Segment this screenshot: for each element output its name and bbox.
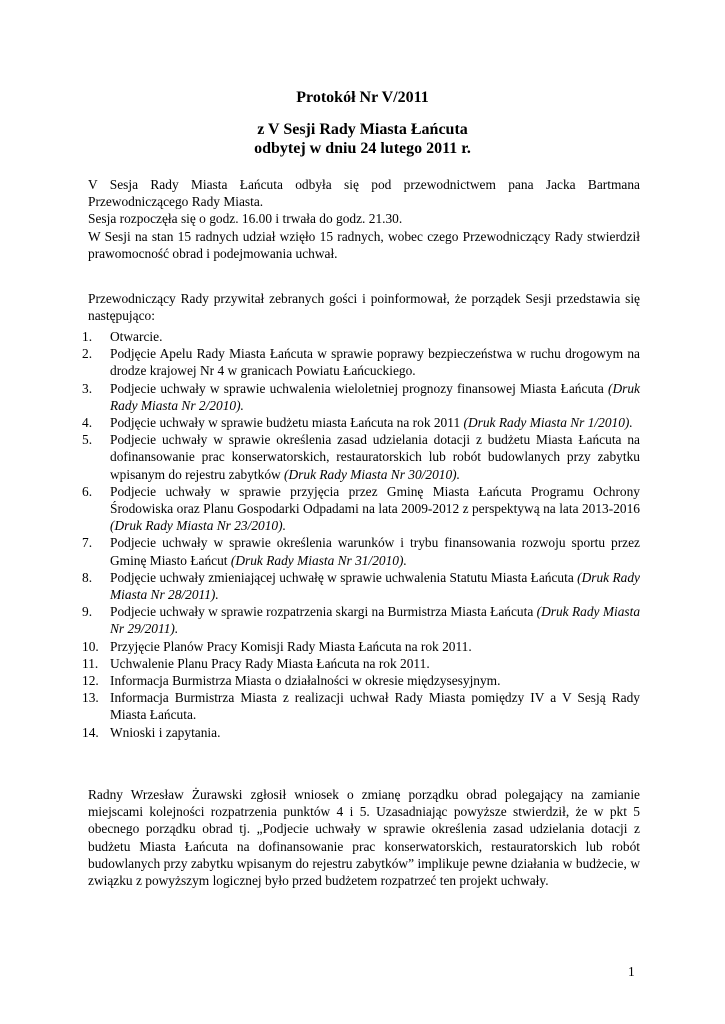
list-item bbox=[82, 414, 640, 431]
item-reference: (Druk Rady Miasta Nr 1/2010). bbox=[463, 415, 633, 431]
list-item bbox=[82, 328, 640, 345]
list-item bbox=[82, 569, 640, 603]
item-number: 5. bbox=[82, 432, 93, 448]
item-text: Przyjęcie Planów Pracy Komisji Rady Miasta Łańcuta na rok 2011. bbox=[110, 638, 472, 654]
item-reference: (Druk Rady Miasta Nr 23/2010). bbox=[110, 518, 286, 534]
list-item bbox=[82, 655, 640, 672]
intro-line: V Sesja Rady Miasta Łańcuta odbyła się pod przewodnictwem pana Jacka Bartmana Przewodniczącego Rady Miasta. bbox=[88, 177, 640, 210]
closing-paragraph: Radny Wrzesław Żurawski zgłosił wniosek o zmianę porządku obrad polegający na zamianie miejscami kolejności rozpatrzenia punktów 4 i 5. Uzasadniając powyższe stwierdził, że w pkt 5 obecnego porządku obrad tj. „Podjecie uchwały w sprawie określenia zasad udzielania dotacji z budżetu Miasta Łańcuta na dofinansowanie prac konserwatorskich, restauratorskich lub robót budowlanych przy zabytku wpisanym do rejestru zabytków” implikuje pewne działania w budżecie, w związku z powyższym logicznej było przed budżetem rozpatrzeć ten projekt uchwały. bbox=[88, 787, 640, 889]
item-text: Podjecie uchwały w sprawie określenia warunków i trybu finansowania rozwoju sportu przez Gminę Miasto Łańcut bbox=[110, 535, 640, 568]
list-item bbox=[82, 603, 640, 637]
list-item bbox=[82, 672, 640, 689]
item-number: 1. bbox=[82, 329, 93, 344]
item-reference: (Druk Rady Miasta Nr 30/2010). bbox=[284, 466, 460, 482]
item-text: Otwarcie. bbox=[110, 329, 163, 344]
item-reference: (Druk Rady Miasta Nr 2/2010). bbox=[110, 380, 640, 413]
item-number: 4. bbox=[82, 415, 93, 431]
item-number: 8. bbox=[82, 569, 93, 585]
item-number: 2. bbox=[82, 346, 93, 362]
item-text: Uchwalenie Planu Pracy Rady Miasta Łańcuta na rok 2011. bbox=[110, 655, 430, 671]
item-text: Informacja Burmistrza Miasta o działalności w okresie międzysesyjnym. bbox=[110, 673, 501, 689]
item-text: Podjecie uchwały w sprawie określenia zasad udzielania dotacji z budżetu Miasta Łańcuta na dofinansowanie prac konserwatorskich, restauratorskich lub robót budowlanych przy zabytku wpisanym do rejestru zabytków bbox=[110, 432, 640, 482]
item-number: 12. bbox=[82, 673, 99, 689]
intro-line: Sesja rozpoczęła się o godz. 16.00 i trwała do godz. 21.30. bbox=[88, 211, 403, 227]
item-text: Informacja Burmistrza Miasta z realizacji uchwał Rady Miasta pomiędzy IV a V Sesją Rady Miasta Łańcuta. bbox=[110, 690, 640, 723]
item-text: Podjęcie uchwały zmieniającej uchwałę w sprawie uchwalenia Statutu Miasta Łańcuta bbox=[110, 569, 578, 585]
agenda-intro: Przewodniczący Rady przywitał zebranych gości i poinformował, że porządek Sesji przedstawia się następująco: bbox=[88, 291, 640, 324]
item-number: 14. bbox=[82, 724, 99, 740]
intro-paragraph bbox=[88, 176, 640, 262]
item-text: Podjecie uchwały w sprawie przyjęcia przez Gminę Miasta Łańcuta Programu Ochrony Środowiska oraz Planu Gospodarki Odpadami na lata 2009-2012 z perspektywą na lata 2013-2016 bbox=[110, 483, 640, 517]
list-item bbox=[82, 345, 640, 379]
item-reference: (Druk Rady Miasta Nr 29/2011). bbox=[110, 604, 641, 637]
list-item bbox=[82, 431, 640, 483]
intro-line: W Sesji na stan 15 radnych udział wzięło 15 radnych, wobec czego Przewodniczący Rady stwierdził prawomocność obrad i podejmowania uchwał. bbox=[88, 228, 640, 261]
list-item bbox=[82, 724, 640, 741]
list-item bbox=[82, 534, 640, 568]
item-number: 7. bbox=[82, 535, 93, 551]
item-number: 3. bbox=[82, 380, 93, 396]
item-number: 9. bbox=[82, 604, 93, 620]
item-number: 13. bbox=[82, 690, 99, 706]
item-text: Podjecie uchwały w sprawie rozpatrzenia skargi na Burmistrza Miasta Łańcuta bbox=[110, 604, 537, 620]
item-text: Wnioski i zapytania. bbox=[110, 724, 221, 740]
item-reference: (Druk Rady Miasta Nr 28/2011). bbox=[110, 569, 640, 603]
agenda-list bbox=[82, 328, 640, 741]
list-item bbox=[82, 689, 640, 723]
item-number: 6. bbox=[82, 483, 93, 499]
item-text: Podjecie uchwały w sprawie uchwalenia wieloletniej prognozy finansowej Miasta Łańcuta bbox=[110, 380, 609, 396]
document-title: Protokół Nr V/2011 bbox=[296, 89, 429, 106]
item-text: Podjęcie Apelu Rady Miasta Łańcuta w sprawie poprawy bezpieczeństwa w ruchu drogowym na drodze krajowej Nr 4 w granicach Powiatu Łańcuckiego. bbox=[110, 346, 640, 379]
list-item bbox=[82, 638, 640, 655]
page-number: 1 bbox=[628, 964, 635, 979]
document-date: odbytej w dniu 24 lutego 2011 r. bbox=[254, 140, 471, 157]
list-item bbox=[82, 483, 640, 535]
item-number: 11. bbox=[82, 655, 99, 671]
item-number: 10. bbox=[82, 638, 99, 654]
document-subtitle: z V Sesji Rady Miasta Łańcuta bbox=[257, 121, 468, 138]
item-reference: (Druk Rady Miasta Nr 31/2010). bbox=[230, 552, 407, 568]
list-item bbox=[82, 380, 640, 414]
item-text: Podjęcie uchwały w sprawie budżetu miasta Łańcuta na rok 2011 bbox=[110, 415, 464, 431]
